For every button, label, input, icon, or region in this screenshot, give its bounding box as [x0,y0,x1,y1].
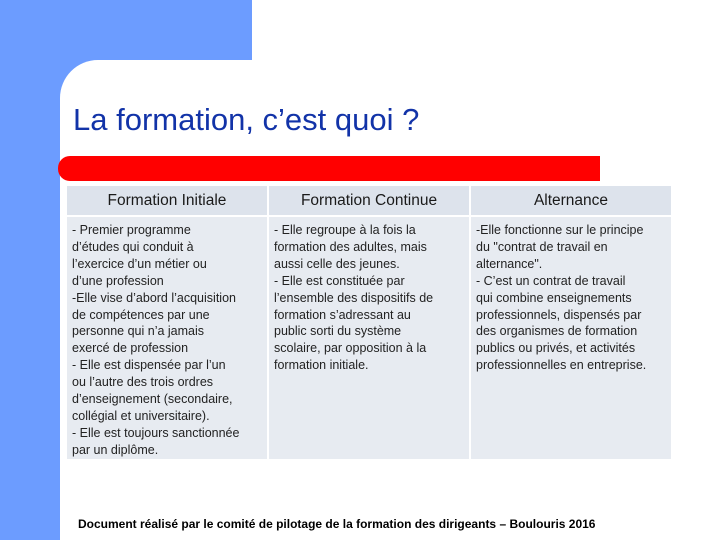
column-body: -Elle fonctionne sur le principe du "contrat de travail en alternance". - C’est un contrat de travail qui combine enseignements professionnels, dispensés par des organismes de formation publics ou privés, et activités professionnelles en entreprise. [471,217,671,459]
column-header: Alternance [471,186,671,215]
slide-title: La formation, c’est quoi ? [73,102,420,137]
column-formation-initiale [67,186,267,459]
column-header: Formation Initiale [67,186,267,215]
column-alternance [471,186,671,459]
column-header: Formation Continue [269,186,469,215]
column-formation-continue [269,186,469,459]
column-body: - Elle regroupe à la fois la formation des adultes, mais aussi celle des jeunes. - Elle est constituée par l’ensemble des dispositifs de formation s’adressant au public sorti du système scolaire, par opposition à la formation initiale. [269,217,469,459]
title-underline-bar [58,156,600,181]
column-body: - Premier programme d’études qui conduit à l’exercice d’un métier ou d’une profession -Elle vise d’abord l’acquisition de compétences par une personne qui n’a jamais exercé de profession - Elle est dispensée par l’un ou l’autre des trois ordres d’enseignement (secondaire, collégial et universitaire). - Elle est toujours sanctionnée par un diplôme. [67,217,267,459]
footer-note: Document réalisé par le comité de pilotage de la formation des dirigeants – Boulouris 2016 [78,517,596,531]
